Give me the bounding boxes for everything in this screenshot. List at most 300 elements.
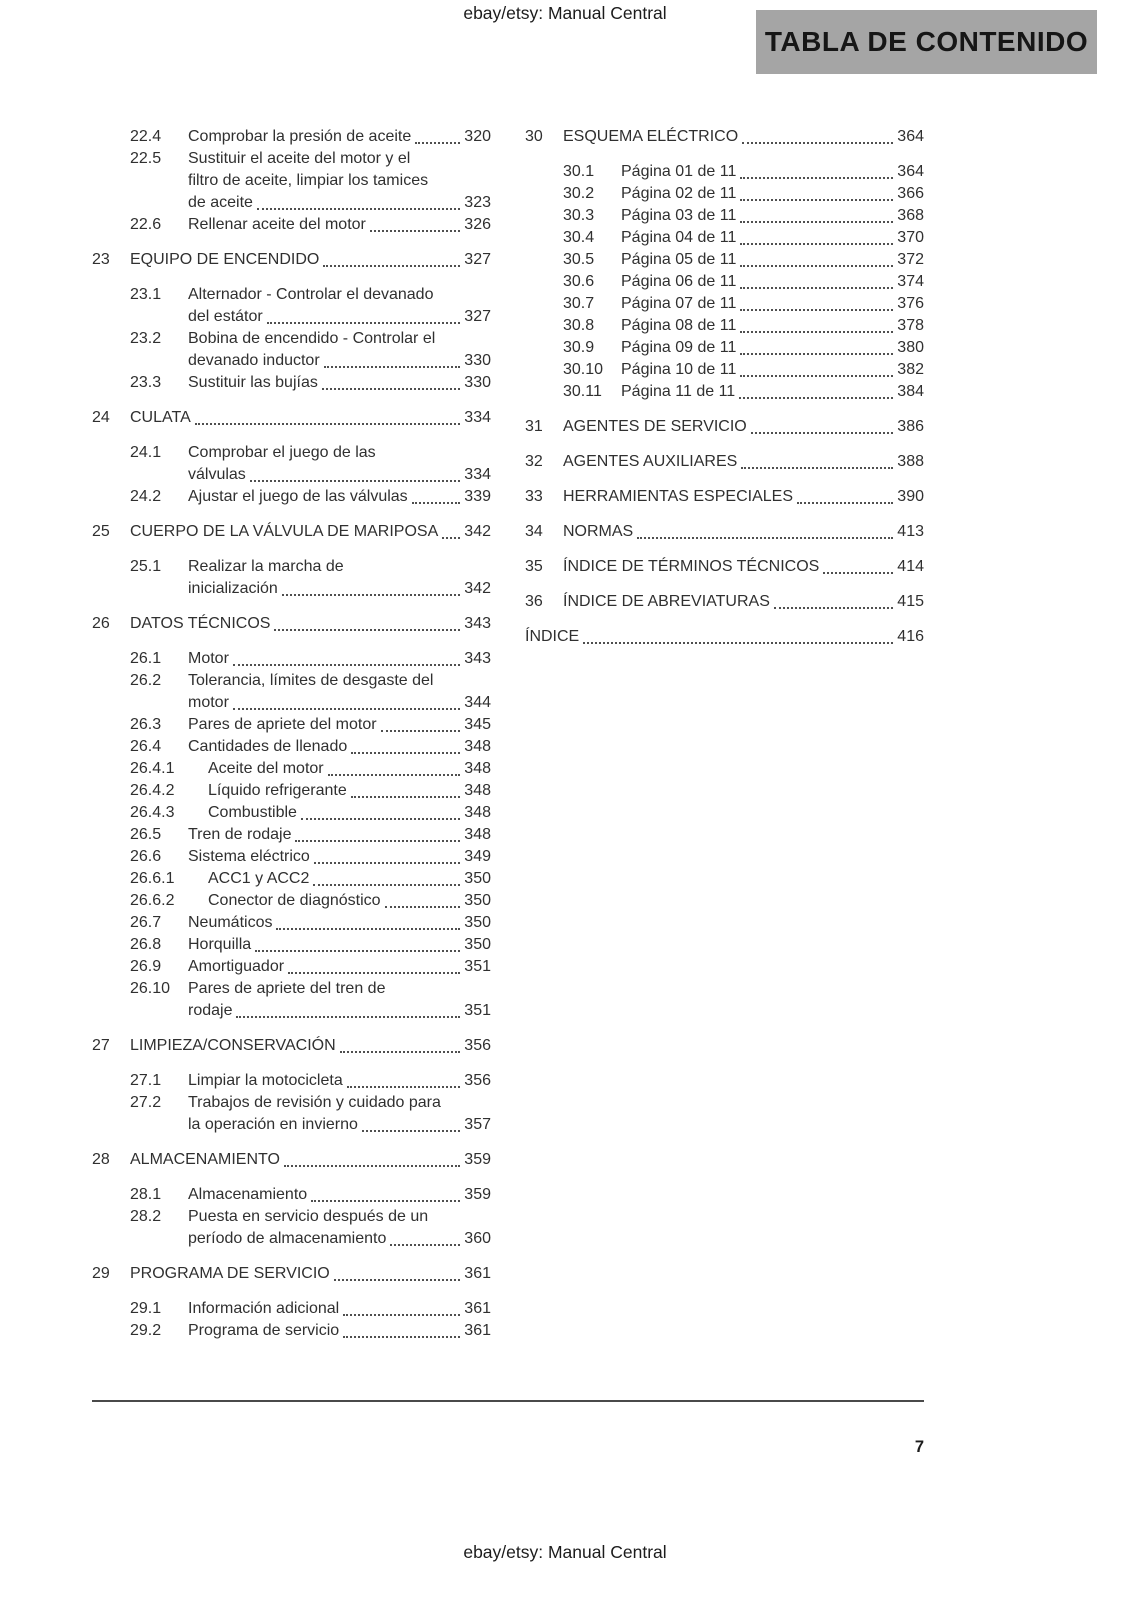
toc-entry xyxy=(92,978,491,1022)
toc-entry-page: 359 xyxy=(464,1186,491,1203)
toc-entry-number: 29 xyxy=(92,1265,110,1282)
dot-leader xyxy=(412,502,461,504)
dot-leader xyxy=(740,353,893,355)
toc-entry-text: ESQUEMA ELÉCTRICO xyxy=(563,128,739,145)
toc-entry xyxy=(525,337,924,359)
toc-entry-page: 382 xyxy=(897,361,924,378)
toc-entry-body xyxy=(130,407,491,429)
toc-entry-page: 334 xyxy=(464,466,491,483)
toc-entry-number: 30.5 xyxy=(563,251,595,268)
toc-entry-page: 344 xyxy=(464,694,491,711)
toc-entry-text: Sustituir el aceite del motor y el xyxy=(188,150,411,167)
toc-entry-number: 26.7 xyxy=(130,914,162,931)
toc-entry-last-line xyxy=(208,802,491,824)
toc-entry-page: 416 xyxy=(897,628,924,645)
toc-entry-number: 23.1 xyxy=(130,286,162,303)
toc-entry-page: 348 xyxy=(464,760,491,777)
toc-entry-page: 413 xyxy=(897,523,924,540)
toc-entry-text: Comprobar el juego de las xyxy=(188,444,376,461)
toc-entry-last-line xyxy=(563,591,924,613)
toc-entry xyxy=(525,271,924,293)
toc-entry xyxy=(92,1149,491,1171)
toc-entry-number: 30.4 xyxy=(563,229,595,246)
toc-entry-last-line xyxy=(188,1228,491,1250)
toc-entry-number: 28 xyxy=(92,1151,110,1168)
toc-entry-number: 26.6.2 xyxy=(130,892,175,909)
toc-entry-text: período de almacenamiento xyxy=(188,1230,387,1247)
toc-entry-number: 26.1 xyxy=(130,650,162,667)
toc-entry-body xyxy=(130,249,491,271)
dot-leader xyxy=(740,375,893,377)
toc-entry-body xyxy=(188,670,491,714)
toc-entry-page: 342 xyxy=(464,523,491,540)
toc-entry-number: 26.4.3 xyxy=(130,804,175,821)
toc-entry-page: 349 xyxy=(464,848,491,865)
toc-entry-text: Realizar la marcha de xyxy=(188,558,344,575)
toc-entry-body xyxy=(188,214,491,236)
toc-entry-last-line xyxy=(130,1149,491,1171)
toc-entry-number: 24.1 xyxy=(130,444,162,461)
toc-entry-last-line xyxy=(188,1298,491,1320)
toc-entry-body xyxy=(621,293,924,315)
toc-entry xyxy=(92,846,491,868)
toc-entry-number: 26 xyxy=(92,615,110,632)
toc-entry-text: ÍNDICE DE TÉRMINOS TÉCNICOS xyxy=(563,558,820,575)
toc-entry-text: Conector de diagnóstico xyxy=(208,892,381,909)
toc-entry-text: AGENTES DE SERVICIO xyxy=(563,418,747,435)
dot-leader xyxy=(347,1086,461,1088)
dot-leader xyxy=(257,208,460,210)
toc-entry-body xyxy=(188,912,491,934)
dot-leader xyxy=(740,265,893,267)
toc-entry-text: Página 04 de 11 xyxy=(621,229,737,246)
toc-entry-last-line xyxy=(188,372,491,394)
dot-leader xyxy=(236,1016,460,1018)
toc-entry-text: inicialización xyxy=(188,580,278,597)
dot-leader xyxy=(343,1336,460,1338)
toc-entry-body xyxy=(563,521,924,543)
toc-entry-page: 351 xyxy=(464,958,491,975)
toc-entry xyxy=(92,556,491,600)
toc-entry-page: 327 xyxy=(464,308,491,325)
toc-entry-last-line xyxy=(563,451,924,473)
toc-entry-page: 330 xyxy=(464,352,491,369)
toc-entry-page: 348 xyxy=(464,738,491,755)
toc-entry-body xyxy=(208,890,491,912)
toc-entry-last-line xyxy=(188,736,491,758)
toc-entry-number: 23.2 xyxy=(130,330,162,347)
toc-entry-last-line xyxy=(525,626,924,648)
toc-entry-last-line xyxy=(563,416,924,438)
dot-leader xyxy=(742,142,893,144)
toc-entry-body xyxy=(188,1320,491,1342)
toc-entry-number: 26.9 xyxy=(130,958,162,975)
toc-entry xyxy=(92,1035,491,1057)
toc-entry xyxy=(525,381,924,403)
dot-leader xyxy=(295,840,460,842)
toc-entry-last-line xyxy=(621,271,924,293)
toc-entry-page: 386 xyxy=(897,418,924,435)
toc-entry-body xyxy=(130,1263,491,1285)
toc-entry-page: 339 xyxy=(464,488,491,505)
toc-entry-last-line xyxy=(621,293,924,315)
toc-entry-body xyxy=(188,556,491,600)
running-header: ebay/etsy: Manual Central xyxy=(463,3,667,23)
toc-entry-last-line xyxy=(188,486,491,508)
toc-entry xyxy=(92,934,491,956)
toc-column-right xyxy=(525,126,924,1342)
toc-entry xyxy=(525,161,924,183)
footer-rule xyxy=(92,1400,924,1402)
toc-entry-text: Página 03 de 11 xyxy=(621,207,737,224)
toc-entry-text: Programa de servicio xyxy=(188,1322,340,1339)
toc-entry-body xyxy=(188,442,491,486)
toc-entry-text: Ajustar el juego de las válvulas xyxy=(188,488,408,505)
toc-entry-number: 32 xyxy=(525,453,543,470)
toc-entry-text: ÍNDICE xyxy=(525,628,580,645)
toc-entry-text: Pares de apriete del tren de xyxy=(188,980,386,997)
toc-entry-text: Bobina de encendido - Controlar el xyxy=(188,330,436,347)
dot-leader xyxy=(288,972,460,974)
toc-entry-body xyxy=(563,486,924,508)
dot-leader xyxy=(351,752,460,754)
toc-entry-body xyxy=(621,359,924,381)
toc-entry-page: 384 xyxy=(897,383,924,400)
dot-leader xyxy=(823,572,893,574)
toc-entry-page: 380 xyxy=(897,339,924,356)
toc-entry-page: 361 xyxy=(464,1322,491,1339)
toc-entry-number: 30.7 xyxy=(563,295,595,312)
toc-entry-page: 348 xyxy=(464,804,491,821)
toc-entry xyxy=(525,227,924,249)
toc-entry xyxy=(92,758,491,780)
dot-leader xyxy=(250,480,460,482)
toc-entry-number: 33 xyxy=(525,488,543,505)
dot-leader xyxy=(740,331,893,333)
toc-entry-page: 343 xyxy=(464,650,491,667)
toc-entry xyxy=(525,451,924,473)
toc-entry-body xyxy=(188,824,491,846)
toc-entry-text: ACC1 y ACC2 xyxy=(208,870,310,887)
toc-entry-text: ÍNDICE DE ABREVIATURAS xyxy=(563,593,770,610)
toc-entry-page: 330 xyxy=(464,374,491,391)
toc-entry xyxy=(92,1298,491,1320)
toc-entry xyxy=(92,521,491,543)
toc-entry-text: HERRAMIENTAS ESPECIALES xyxy=(563,488,793,505)
toc-entry-text: Rellenar aceite del motor xyxy=(188,216,366,233)
dot-leader xyxy=(751,432,894,434)
toc-entry-body xyxy=(188,714,491,736)
dot-leader xyxy=(739,397,893,399)
toc-entry-last-line xyxy=(188,934,491,956)
toc-entry-text: CUERPO DE LA VÁLVULA DE MARIPOSA xyxy=(130,523,439,540)
toc-entry-text: EQUIPO DE ENCENDIDO xyxy=(130,251,320,268)
dot-leader xyxy=(322,388,460,390)
toc-entry-last-line xyxy=(563,126,924,148)
toc-entry xyxy=(92,956,491,978)
dot-leader xyxy=(740,309,893,311)
toc-entry-last-line xyxy=(621,337,924,359)
dot-leader xyxy=(797,502,893,504)
toc-entry-body xyxy=(188,1092,491,1136)
toc-entry-text: del estátor xyxy=(188,308,263,325)
toc-entry-page: 360 xyxy=(464,1230,491,1247)
dot-leader xyxy=(740,243,893,245)
toc-entry-last-line xyxy=(563,486,924,508)
toc-entry-last-line xyxy=(208,890,491,912)
toc-entry xyxy=(92,249,491,271)
toc-entry-body xyxy=(621,381,924,403)
toc-entry xyxy=(92,1070,491,1092)
toc xyxy=(92,126,924,1342)
toc-entry xyxy=(92,372,491,394)
toc-entry xyxy=(92,648,491,670)
toc-entry xyxy=(92,126,491,148)
toc-entry-number: 26.6 xyxy=(130,848,162,865)
toc-entry-body xyxy=(188,1070,491,1092)
toc-entry-page: 320 xyxy=(464,128,491,145)
dot-leader xyxy=(233,664,460,666)
toc-entry-text: Página 11 de 11 xyxy=(621,383,736,400)
dot-leader xyxy=(301,818,460,820)
toc-entry-last-line xyxy=(621,161,924,183)
toc-entry-number: 27.1 xyxy=(130,1072,162,1089)
dot-leader xyxy=(195,423,461,425)
toc-entry xyxy=(92,912,491,934)
dot-leader xyxy=(741,467,893,469)
dot-leader xyxy=(267,322,461,324)
toc-entry-page: 361 xyxy=(464,1300,491,1317)
toc-entry xyxy=(92,486,491,508)
dot-leader xyxy=(314,862,460,864)
toc-entry-text: Aceite del motor xyxy=(208,760,324,777)
toc-entry-last-line xyxy=(130,407,491,429)
toc-entry-last-line xyxy=(563,521,924,543)
toc-entry-last-line xyxy=(188,578,491,600)
toc-entry xyxy=(92,214,491,236)
dot-leader xyxy=(740,287,893,289)
dot-leader xyxy=(740,177,893,179)
toc-entry-number: 25.1 xyxy=(130,558,162,575)
toc-entry-text: Limpiar la motocicleta xyxy=(188,1072,343,1089)
toc-entry-last-line xyxy=(130,1263,491,1285)
toc-entry-body xyxy=(563,451,924,473)
toc-entry-text: Página 02 de 11 xyxy=(621,185,737,202)
toc-entry-body xyxy=(563,556,924,578)
toc-entry-number: 30.1 xyxy=(563,163,595,180)
dot-leader xyxy=(274,629,460,631)
toc-entry-last-line xyxy=(621,315,924,337)
dot-leader xyxy=(415,142,460,144)
toc-entry-body xyxy=(621,205,924,227)
toc-entry-page: 345 xyxy=(464,716,491,733)
toc-entry-number: 25 xyxy=(92,523,110,540)
page-number: 7 xyxy=(914,1438,924,1456)
toc-entry-number: 34 xyxy=(525,523,543,540)
toc-entry-body xyxy=(621,337,924,359)
toc-entry-text: Página 06 de 11 xyxy=(621,273,737,290)
toc-entry-number: 30.11 xyxy=(563,383,602,400)
dot-leader xyxy=(311,1200,460,1202)
toc-entry-number: 26.4 xyxy=(130,738,162,755)
toc-entry-last-line xyxy=(130,1035,491,1057)
toc-entry-text: ALMACENAMIENTO xyxy=(130,1151,280,1168)
dot-leader xyxy=(282,594,460,596)
toc-entry-page: 323 xyxy=(464,194,491,211)
toc-entry-number: 26.6.1 xyxy=(130,870,175,887)
toc-entry-last-line xyxy=(208,868,491,890)
toc-entry xyxy=(92,1184,491,1206)
toc-entry-number: 35 xyxy=(525,558,543,575)
toc-entry-page: 372 xyxy=(897,251,924,268)
toc-entry-last-line xyxy=(130,613,491,635)
toc-entry-last-line xyxy=(188,464,491,486)
toc-entry-body xyxy=(621,271,924,293)
toc-entry-page: 327 xyxy=(464,251,491,268)
toc-entry-last-line xyxy=(188,350,491,372)
toc-entry-text: AGENTES AUXILIARES xyxy=(563,453,738,470)
toc-entry-last-line xyxy=(188,648,491,670)
toc-entry xyxy=(525,126,924,148)
toc-entry-last-line xyxy=(130,521,491,543)
toc-entry-number: 30.9 xyxy=(563,339,595,356)
dot-leader xyxy=(323,265,460,267)
toc-entry xyxy=(525,521,924,543)
toc-entry-last-line xyxy=(188,912,491,934)
toc-entry-page: 356 xyxy=(464,1072,491,1089)
toc-entry-page: 326 xyxy=(464,216,491,233)
toc-entry-text: Pares de apriete del motor xyxy=(188,716,377,733)
toc-entry-last-line xyxy=(621,205,924,227)
toc-entry-text: Cantidades de llenado xyxy=(188,738,348,755)
toc-entry xyxy=(525,205,924,227)
toc-entry-last-line xyxy=(188,214,491,236)
toc-entry-page: 378 xyxy=(897,317,924,334)
toc-entry-last-line xyxy=(188,846,491,868)
toc-entry-last-line xyxy=(188,306,491,328)
toc-entry-number: 29.2 xyxy=(130,1322,162,1339)
dot-leader xyxy=(390,1244,460,1246)
toc-entry-body xyxy=(188,648,491,670)
toc-entry-body xyxy=(525,626,924,648)
toc-entry xyxy=(92,407,491,429)
toc-entry-page: 361 xyxy=(464,1265,491,1282)
toc-entry-page: 370 xyxy=(897,229,924,246)
dot-leader xyxy=(351,796,461,798)
toc-entry-page: 366 xyxy=(897,185,924,202)
toc-entry-body xyxy=(563,591,924,613)
toc-entry-body xyxy=(621,161,924,183)
toc-entry xyxy=(92,670,491,714)
dot-leader xyxy=(328,774,461,776)
toc-entry-number: 22.5 xyxy=(130,150,162,167)
toc-entry-number: 30.2 xyxy=(563,185,595,202)
toc-entry-body xyxy=(188,328,491,372)
toc-entry-text: Página 09 de 11 xyxy=(621,339,737,356)
dot-leader xyxy=(284,1165,460,1167)
toc-entry xyxy=(92,802,491,824)
toc-entry-number: 30 xyxy=(525,128,543,145)
toc-entry-body xyxy=(208,758,491,780)
toc-entry-body xyxy=(621,315,924,337)
toc-entry-body xyxy=(188,978,491,1022)
toc-entry-text: de aceite xyxy=(188,194,253,211)
toc-entry xyxy=(525,626,924,648)
toc-entry-page: 350 xyxy=(464,936,491,953)
dot-leader xyxy=(740,199,893,201)
toc-entry-text: LIMPIEZA/CONSERVACIÓN xyxy=(130,1037,336,1054)
toc-entry xyxy=(525,315,924,337)
toc-entry-page: 376 xyxy=(897,295,924,312)
dot-leader xyxy=(324,366,461,368)
dot-leader xyxy=(334,1279,461,1281)
toc-entry-page: 368 xyxy=(897,207,924,224)
toc-entry-text: Sistema eléctrico xyxy=(188,848,310,865)
toc-entry-last-line xyxy=(188,1184,491,1206)
toc-entry xyxy=(525,359,924,381)
toc-entry-body xyxy=(188,1298,491,1320)
toc-entry xyxy=(525,416,924,438)
dot-leader xyxy=(276,928,460,930)
toc-entry-page: 359 xyxy=(464,1151,491,1168)
toc-entry-text: rodaje xyxy=(188,1002,233,1019)
toc-entry xyxy=(92,442,491,486)
toc-entry-body xyxy=(208,802,491,824)
toc-entry-text: filtro de aceite, limpiar los tamices xyxy=(188,172,429,189)
toc-entry-text: Horquilla xyxy=(188,936,252,953)
toc-entry-page: 334 xyxy=(464,409,491,426)
toc-entry-last-line xyxy=(188,692,491,714)
toc-entry-body xyxy=(130,1035,491,1057)
toc-entry xyxy=(92,1263,491,1285)
toc-entry-page: 415 xyxy=(897,593,924,610)
toc-entry-last-line xyxy=(188,824,491,846)
toc-entry-text: NORMAS xyxy=(563,523,634,540)
toc-title: TABLA DE CONTENIDO xyxy=(764,26,1089,57)
toc-entry xyxy=(92,714,491,736)
toc-entry-number: 28.2 xyxy=(130,1208,162,1225)
toc-entry-page: 364 xyxy=(897,128,924,145)
toc-entry-page: 390 xyxy=(897,488,924,505)
toc-entry xyxy=(525,556,924,578)
toc-entry-body xyxy=(208,868,491,890)
toc-entry-page: 374 xyxy=(897,273,924,290)
toc-entry-body xyxy=(188,1206,491,1250)
toc-entry-last-line xyxy=(563,556,924,578)
toc-entry-number: 24.2 xyxy=(130,488,162,505)
toc-entry-body xyxy=(188,736,491,758)
toc-entry-body xyxy=(188,956,491,978)
toc-entry xyxy=(525,293,924,315)
toc-entry-text: Almacenamiento xyxy=(188,1186,308,1203)
toc-entry-text: Puesta en servicio después de un xyxy=(188,1208,429,1225)
toc-entry xyxy=(525,249,924,271)
toc-entry-body xyxy=(621,183,924,205)
toc-entry xyxy=(92,824,491,846)
toc-entry-text: Sustituir las bujías xyxy=(188,374,318,391)
toc-entry-page: 342 xyxy=(464,580,491,597)
toc-entry-text: motor xyxy=(188,694,229,711)
toc-entry-number: 26.10 xyxy=(130,980,171,997)
toc-entry-number: 30.3 xyxy=(563,207,595,224)
toc-column-left xyxy=(92,126,491,1342)
toc-entry-page: 350 xyxy=(464,892,491,909)
toc-entry-number: 26.4.1 xyxy=(130,760,175,777)
toc-entry xyxy=(92,328,491,372)
toc-entry-number: 26.3 xyxy=(130,716,162,733)
toc-entry-text: CULATA xyxy=(130,409,191,426)
toc-entry-text: Tren de rodaje xyxy=(188,826,292,843)
